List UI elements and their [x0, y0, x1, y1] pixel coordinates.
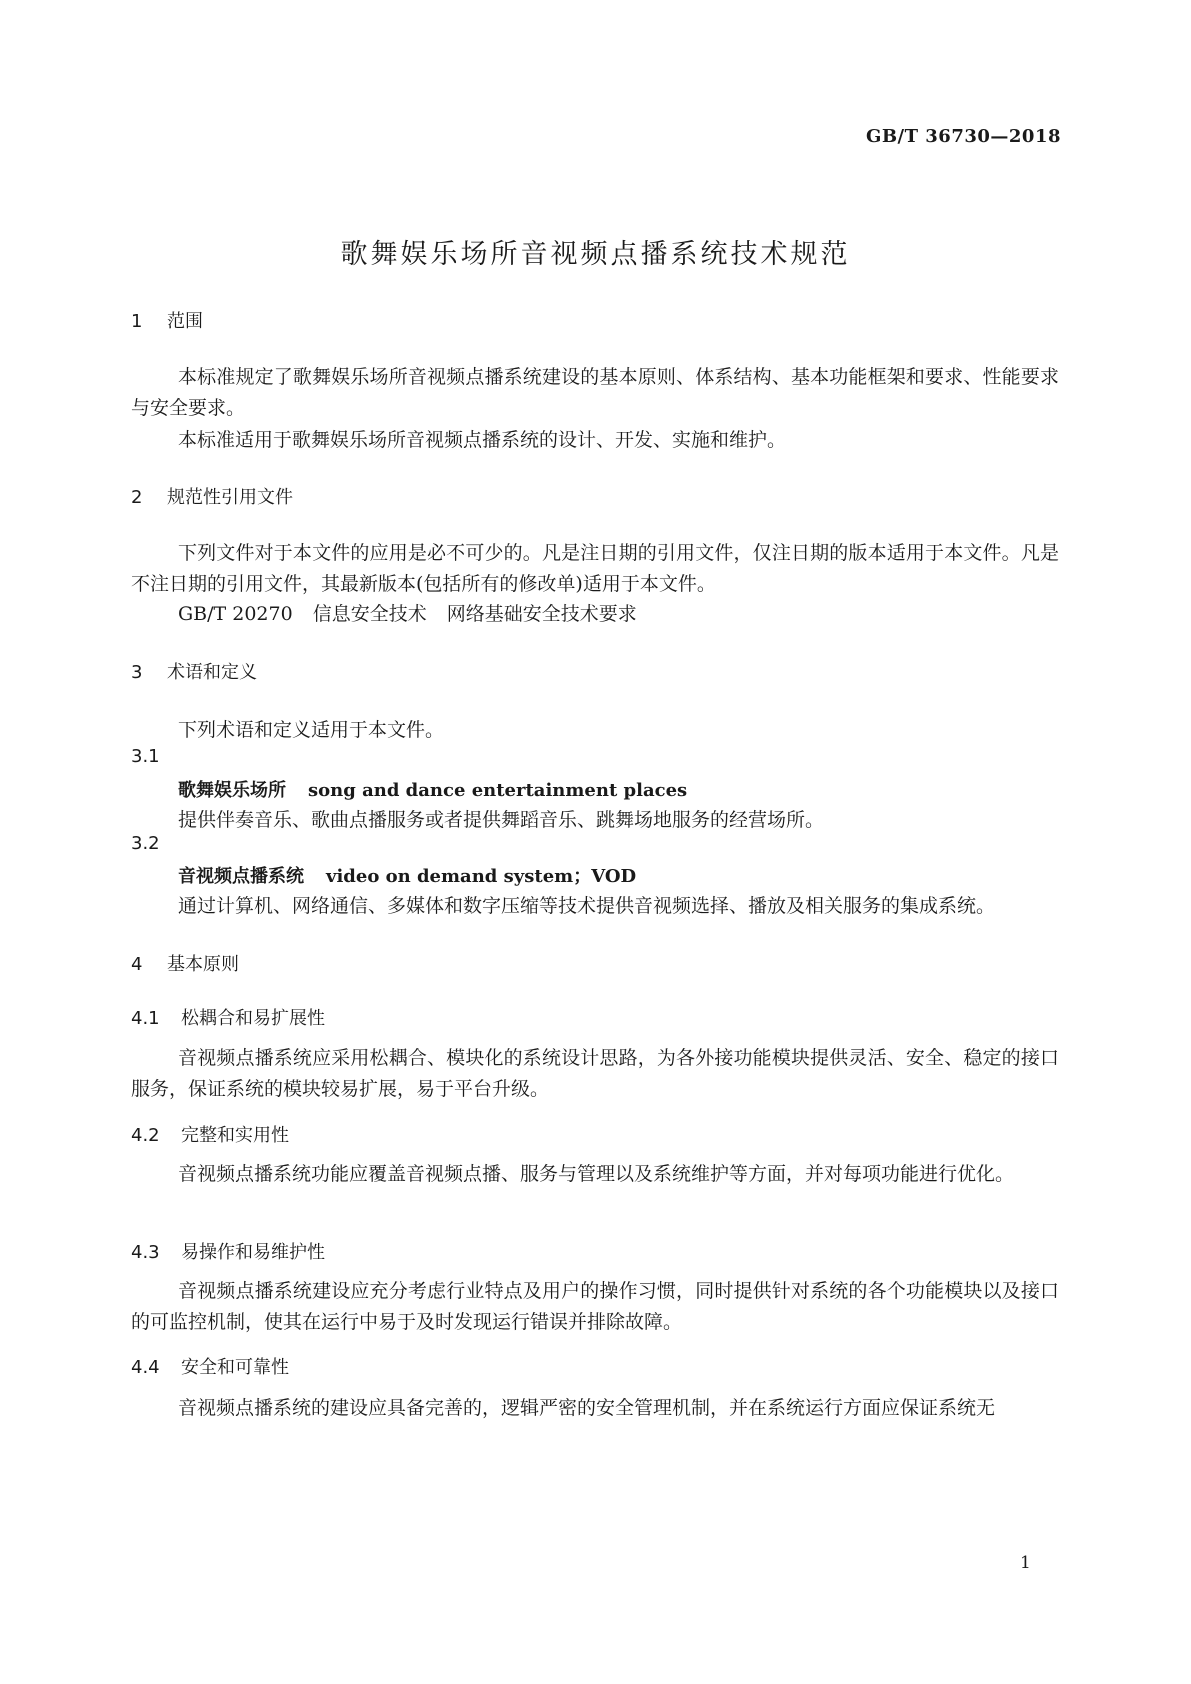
- subsection-4-1-paragraph: 音视频点播系统应采用松耦合、模块化的系统设计思路，为各外接功能模块提供灵活、安全、稳定的接口服务，保证系统的模块较易扩展，易于平台升级。: [131, 1047, 1059, 1100]
- term-english: video on demand system；VOD: [326, 866, 637, 887]
- standard-code: GB/T 36730—2018: [865, 126, 1061, 147]
- section-title: 范围: [167, 311, 203, 332]
- subsection-number: 4.2: [131, 1125, 160, 1146]
- term-chinese: 音视频点播系统: [178, 866, 304, 887]
- term-3-1-heading: [178, 776, 687, 802]
- subsection-title: 安全和可靠性: [181, 1357, 289, 1378]
- section-1-paragraph-1: 本标准规定了歌舞娱乐场所音视频点播系统建设的基本原则、体系结构、基本功能框架和要求、性能要求与安全要求。: [131, 366, 1059, 419]
- section-3-heading: [131, 658, 257, 684]
- term-chinese: 歌舞娱乐场所: [178, 780, 286, 801]
- section-2-paragraph-1: 下列文件对于本文件的应用是必不可少的。凡是注日期的引用文件，仅注日期的版本适用于本文件。凡是不注日期的引用文件，其最新版本(包括所有的修改单)适用于本文件。: [131, 542, 1059, 595]
- section-number: 4: [131, 954, 143, 975]
- subsection-4-4-paragraph: 音视频点播系统的建设应具备完善的，逻辑严密的安全管理机制，并在系统运行方面应保证系统无: [178, 1397, 996, 1419]
- page-number: 1: [1020, 1553, 1031, 1573]
- subsection-4-4-heading: [131, 1353, 289, 1379]
- term-3-2-definition: 通过计算机、网络通信、多媒体和数字压缩等技术提供音视频选择、播放及相关服务的集成系统。: [178, 895, 996, 917]
- term-3-1-definition: 提供伴奏音乐、歌曲点播服务或者提供舞蹈音乐、跳舞场地服务的经营场所。: [178, 809, 825, 831]
- reference-name-part-1: 信息安全技术: [312, 603, 427, 625]
- subsection-number: 4.1: [131, 1008, 160, 1029]
- section-1-paragraph-2: 本标准适用于歌舞娱乐场所音视频点播系统的设计、开发、实施和维护。: [178, 429, 787, 451]
- section-title: 规范性引用文件: [167, 487, 293, 508]
- subsection-4-2-paragraph: 音视频点播系统功能应覆盖音视频点播、服务与管理以及系统维护等方面，并对每项功能进行优化。: [178, 1163, 1015, 1185]
- subsection-title: 完整和实用性: [181, 1125, 289, 1146]
- subsection-4-3-paragraph: 音视频点播系统建设应充分考虑行业特点及用户的操作习惯，同时提供针对系统的各个功能模块以及接口的可监控机制，使其在运行中易于及时发现运行错误并排除故障。: [131, 1280, 1059, 1333]
- subsection-4-2-heading: [131, 1121, 289, 1147]
- section-title: 基本原则: [167, 954, 239, 975]
- section-title: 术语和定义: [167, 662, 257, 683]
- reference-name-part-2: 网络基础安全技术要求: [446, 603, 637, 625]
- section-4-heading: [131, 950, 239, 976]
- section-number: 2: [131, 487, 143, 508]
- subsection-4-1-heading: [131, 1004, 325, 1030]
- normative-reference: [178, 599, 637, 626]
- section-3-paragraph-1: 下列术语和定义适用于本文件。: [178, 719, 445, 741]
- term-3-1-number: 3.1: [131, 746, 160, 767]
- subsection-title: 易操作和易维护性: [181, 1242, 325, 1263]
- subsection-title: 松耦合和易扩展性: [181, 1008, 325, 1029]
- document-title: 歌舞娱乐场所音视频点播系统技术规范: [340, 239, 851, 270]
- section-1-heading: [131, 307, 203, 333]
- reference-code: GB/T 20270: [178, 603, 293, 625]
- term-3-2-heading: [178, 862, 636, 888]
- section-number: 3: [131, 662, 143, 683]
- term-english: song and dance entertainment places: [308, 780, 688, 801]
- section-number: 1: [131, 311, 143, 332]
- subsection-number: 4.3: [131, 1242, 160, 1263]
- section-2-heading: [131, 483, 293, 509]
- subsection-number: 4.4: [131, 1357, 160, 1378]
- term-3-2-number: 3.2: [131, 833, 160, 854]
- subsection-4-3-heading: [131, 1238, 325, 1264]
